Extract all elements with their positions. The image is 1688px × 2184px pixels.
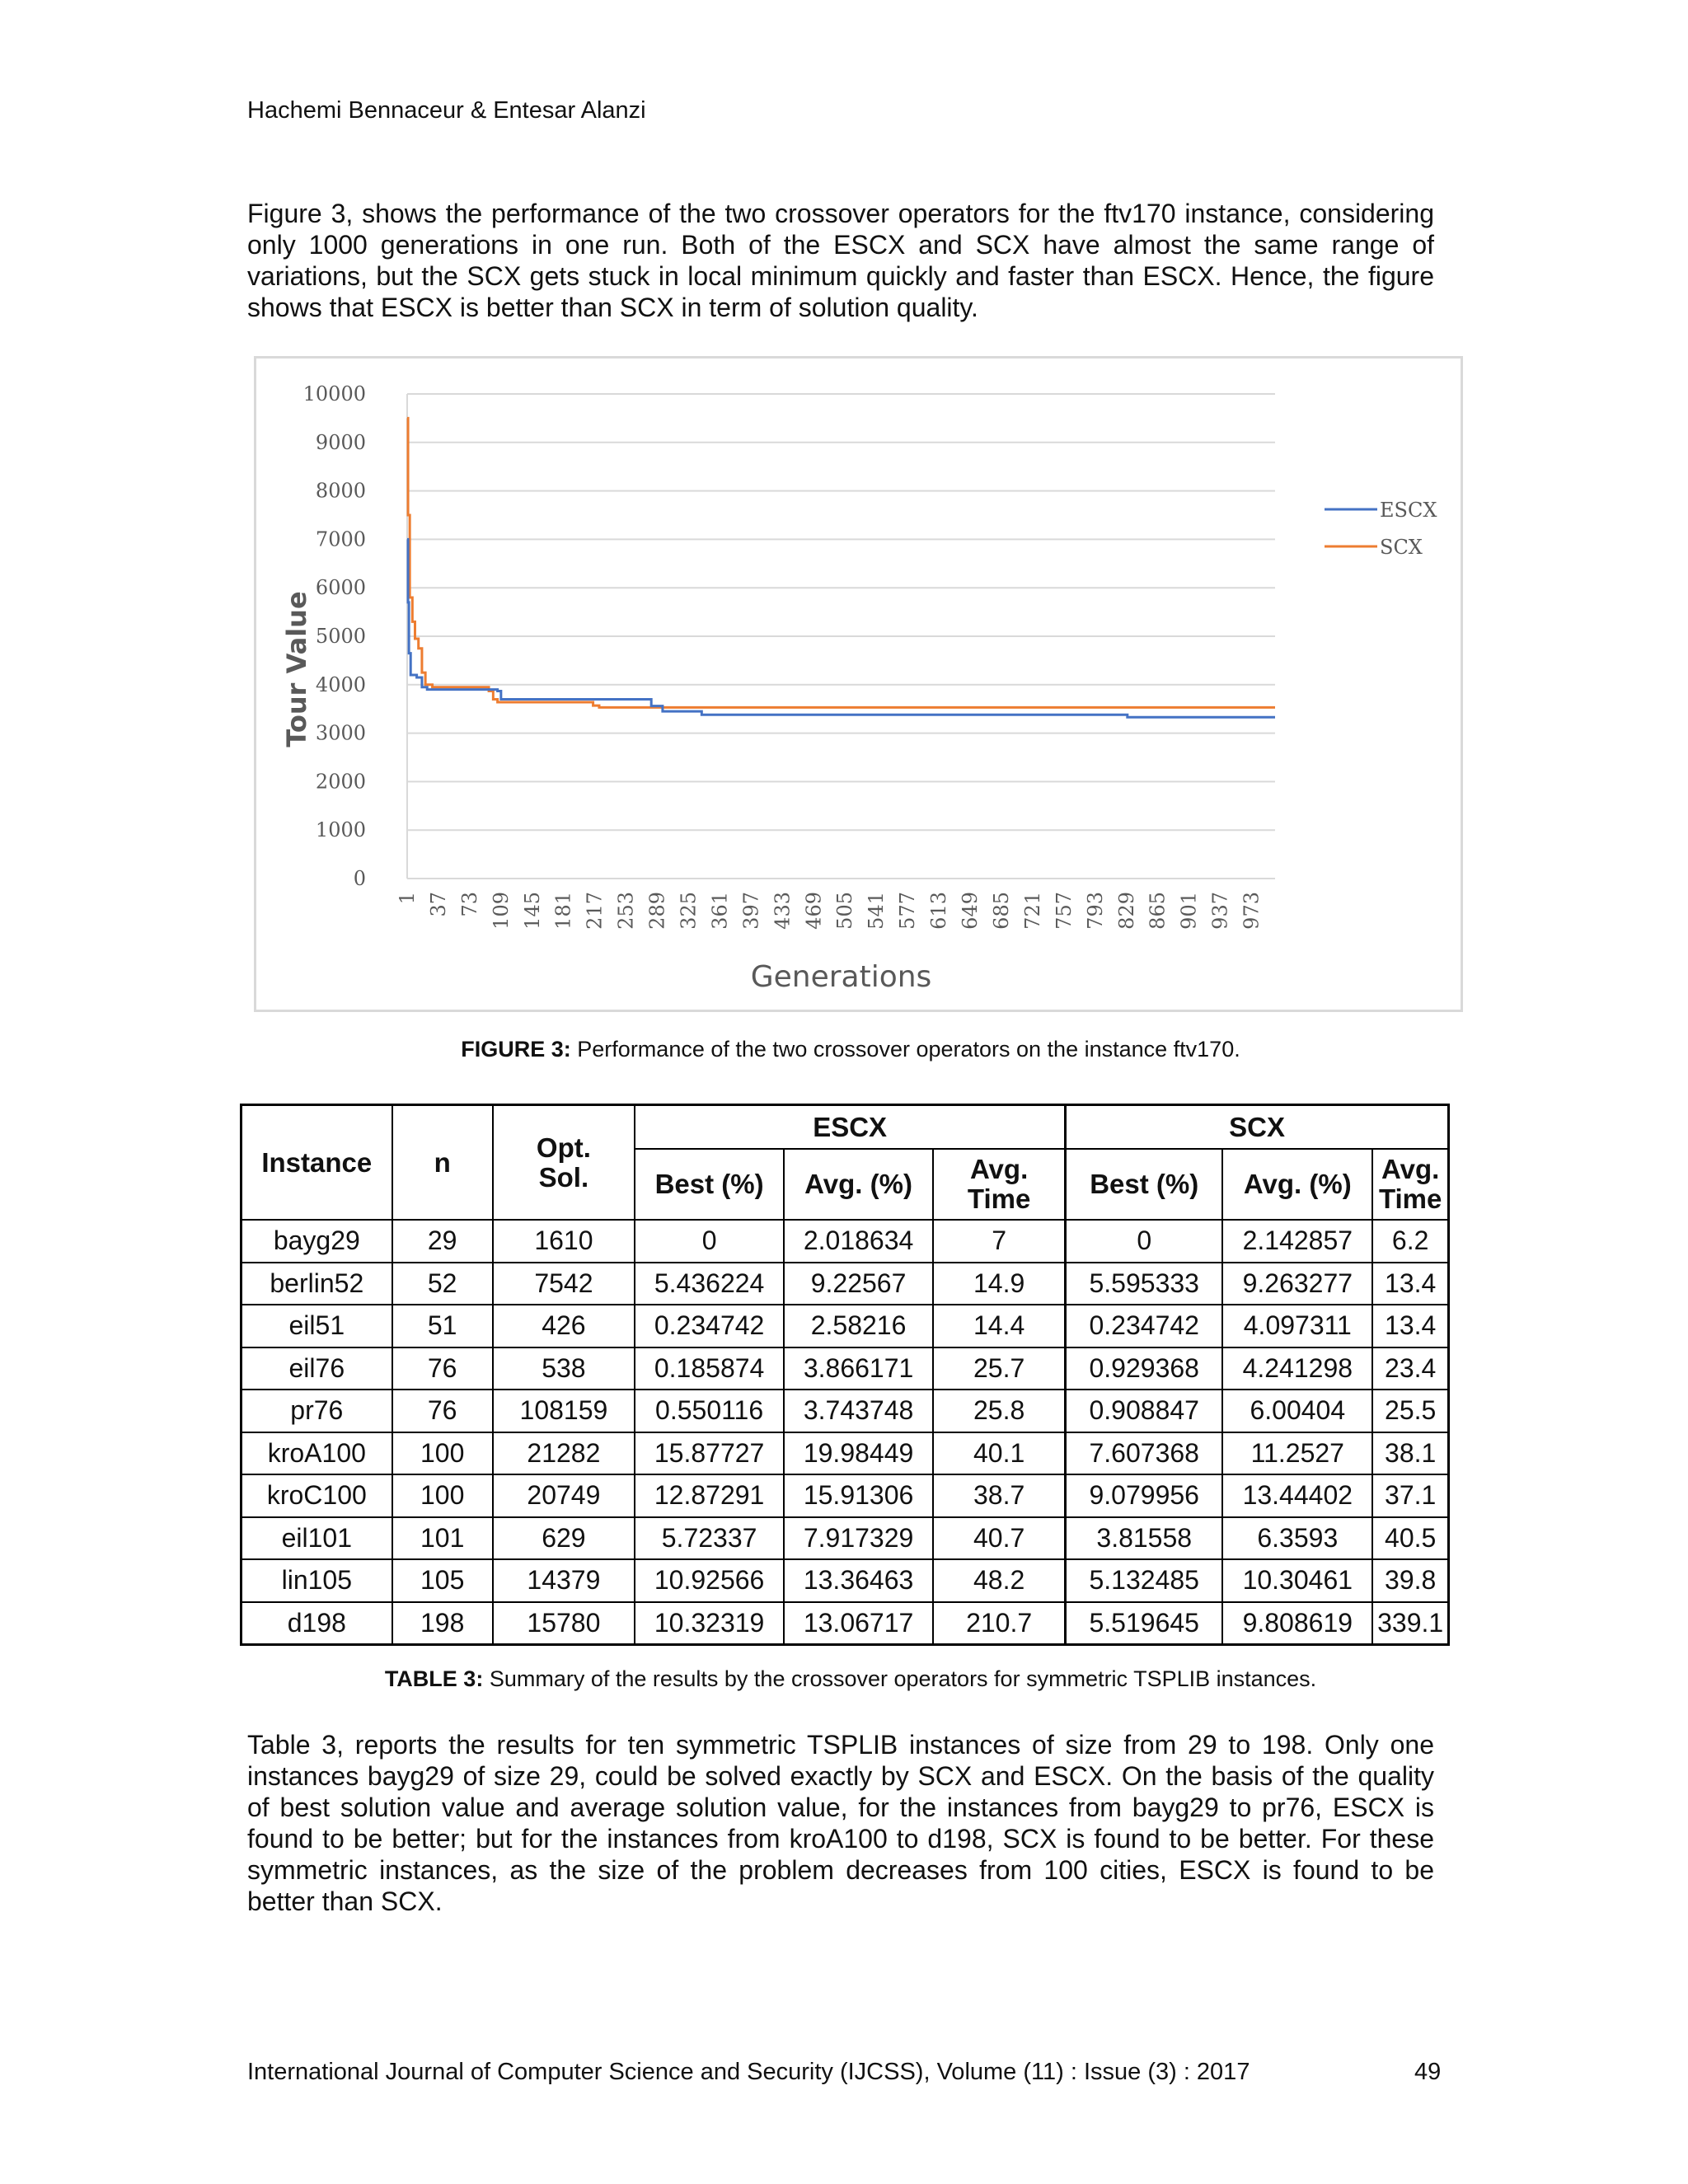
table-cell: 7542 (493, 1263, 635, 1305)
table-row (241, 1347, 1449, 1390)
x-tick-label: 433 (771, 892, 795, 930)
table-cell: 0 (635, 1220, 784, 1263)
legend-label-escx: ESCX (1380, 499, 1437, 522)
table-cell: 11.2527 (1222, 1432, 1372, 1475)
header-opt-sol: Opt. Sol. (493, 1105, 635, 1221)
table-row (241, 1517, 1449, 1560)
table-row (241, 1305, 1449, 1347)
table-cell: 4.097311 (1222, 1305, 1372, 1347)
table-cell: 25.7 (933, 1347, 1066, 1390)
x-tick-label: 361 (708, 892, 732, 930)
table-cell: 10.32319 (635, 1602, 784, 1645)
table-cell: 51 (392, 1305, 493, 1347)
figure-3-chart (254, 356, 1463, 1012)
table-cell: 3.81558 (1066, 1517, 1223, 1560)
x-tick-label: 505 (833, 892, 857, 930)
y-tick-label: 9000 (315, 430, 366, 454)
header-scx: SCX (1066, 1105, 1449, 1150)
table-cell: 21282 (493, 1432, 635, 1475)
table-caption (7, 1666, 1688, 1692)
table-row (241, 1220, 1449, 1263)
x-tick-label: 325 (677, 892, 701, 930)
table-cell: 101 (392, 1517, 493, 1560)
x-tick-label: 793 (1083, 892, 1107, 930)
table-cell: 538 (493, 1347, 635, 1390)
table-cell: 14379 (493, 1559, 635, 1602)
table-cell: 9.22567 (784, 1263, 933, 1305)
page-number: 49 (1414, 2059, 1442, 2085)
table-cell: 5.436224 (635, 1263, 784, 1305)
y-tick-label: 7000 (315, 527, 366, 551)
table-cell: 7 (933, 1220, 1066, 1263)
x-tick-label: 865 (1146, 892, 1170, 930)
table-cell: 0.550116 (635, 1390, 784, 1432)
table-cell: kroA100 (241, 1432, 392, 1475)
x-tick-label: 253 (614, 892, 638, 930)
y-tick-label: 5000 (315, 625, 366, 648)
table-cell: 426 (493, 1305, 635, 1347)
table-cell: 2.142857 (1222, 1220, 1372, 1263)
table-cell: 108159 (493, 1390, 635, 1432)
y-tick-label: 10000 (302, 382, 366, 405)
x-tick-label: 721 (1020, 892, 1044, 930)
table-cell: bayg29 (241, 1220, 392, 1263)
table-cell: 0.185874 (635, 1347, 784, 1390)
table-cell: 5.132485 (1066, 1559, 1223, 1602)
table-cell: 13.4 (1372, 1263, 1448, 1305)
table-cell: 100 (392, 1432, 493, 1475)
footer-journal: International Journal of Computer Science and Security (IJCSS), Volume (11) : Issue (3) : 2017 (247, 2059, 1250, 2085)
table-cell: 40.7 (933, 1517, 1066, 1560)
y-tick-label: 3000 (315, 721, 366, 745)
table-row (241, 1432, 1449, 1475)
table-cell: 2.018634 (784, 1220, 933, 1263)
table-cell: 6.2 (1372, 1220, 1448, 1263)
table-cell: 38.7 (933, 1474, 1066, 1517)
table-cell: 25.5 (1372, 1390, 1448, 1432)
figure-caption (7, 1037, 1688, 1062)
figure-caption-label: FIGURE 3: (461, 1037, 571, 1062)
x-tick-label: 973 (1240, 892, 1264, 930)
table-row (241, 1474, 1449, 1517)
table-cell: 10.92566 (635, 1559, 784, 1602)
table-cell: eil76 (241, 1347, 392, 1390)
figure-caption-text: Performance of the two crossover operators on the instance ftv170. (570, 1037, 1240, 1062)
x-tick-label: 397 (739, 892, 763, 930)
table-cell: 13.36463 (784, 1559, 933, 1602)
table-cell: 629 (493, 1517, 635, 1560)
table-cell: 7.917329 (784, 1517, 933, 1560)
table-cell: 5.72337 (635, 1517, 784, 1560)
table-cell: 38.1 (1372, 1432, 1448, 1475)
x-tick-label: 37 (426, 892, 450, 917)
table-cell: 3.743748 (784, 1390, 933, 1432)
table-cell: 37.1 (1372, 1474, 1448, 1517)
line-chart (256, 359, 1461, 1010)
table-cell: 15.91306 (784, 1474, 933, 1517)
table-cell: 5.595333 (1066, 1263, 1223, 1305)
table-cell: 25.8 (933, 1390, 1066, 1432)
x-tick-label: 109 (489, 892, 513, 930)
table-cell: 0.929368 (1066, 1347, 1223, 1390)
x-tick-label: 829 (1114, 892, 1138, 930)
table-cell: 0 (1066, 1220, 1223, 1263)
table-cell: 12.87291 (635, 1474, 784, 1517)
table-row (241, 1263, 1449, 1305)
table-cell: 100 (392, 1474, 493, 1517)
header-escx-best: Best (%) (635, 1149, 784, 1220)
table-cell: 20749 (493, 1474, 635, 1517)
table-cell: 23.4 (1372, 1347, 1448, 1390)
results-table (240, 1104, 1450, 1646)
table-cell: 76 (392, 1347, 493, 1390)
table-caption-label: TABLE 3: (384, 1666, 484, 1691)
table-cell: pr76 (241, 1390, 392, 1432)
table-cell: 76 (392, 1390, 493, 1432)
paragraph-discussion: Table 3, reports the results for ten symmetric TSPLIB instances of size from 29 to 198. Only one instances bayg29 of size 29, could be solved exactly by SCX and ESCX. On the basis of the quality of best solution value and average solution value, for the instances from bayg29 to pr76, ESCX is found to be better; but for the instances from kroA100 to d198, SCX is found to be better. For these symmetric instances, as the size of the problem decreases from 100 cities, ESCX is found to be better than SCX. (247, 1730, 1434, 1916)
x-tick-label: 181 (551, 892, 575, 930)
table-cell: 9.263277 (1222, 1263, 1372, 1305)
y-tick-label: 4000 (315, 673, 366, 696)
table-cell: 14.4 (933, 1305, 1066, 1347)
x-tick-label: 613 (927, 892, 951, 930)
table-cell: 9.808619 (1222, 1602, 1372, 1645)
table-row (241, 1602, 1449, 1645)
table-cell: d198 (241, 1602, 392, 1645)
x-tick-label: 541 (865, 892, 889, 930)
x-tick-label: 649 (959, 892, 982, 930)
x-tick-label: 469 (802, 892, 826, 930)
table-cell: 4.241298 (1222, 1347, 1372, 1390)
x-tick-label: 685 (989, 892, 1013, 930)
table-cell: 15.87727 (635, 1432, 784, 1475)
header-escx-time: Avg. Time (933, 1149, 1066, 1220)
table-cell: kroC100 (241, 1474, 392, 1517)
x-axis-title: Generations (750, 960, 932, 994)
table-cell: 14.9 (933, 1263, 1066, 1305)
table-cell: 5.519645 (1066, 1602, 1223, 1645)
table-cell: 40.1 (933, 1432, 1066, 1475)
y-tick-label: 0 (353, 867, 366, 890)
header-instance: Instance (241, 1105, 392, 1221)
table-cell: 0.908847 (1066, 1390, 1223, 1432)
y-axis-title: Tour Value (281, 591, 312, 748)
table-cell: 0.234742 (635, 1305, 784, 1347)
x-tick-label: 901 (1177, 892, 1201, 930)
table-cell: 1610 (493, 1220, 635, 1263)
table-cell: 7.607368 (1066, 1432, 1223, 1475)
legend-label-scx: SCX (1380, 536, 1423, 559)
table-cell: 15780 (493, 1602, 635, 1645)
x-tick-label: 145 (520, 892, 544, 930)
y-tick-label: 1000 (315, 818, 366, 842)
table-cell: eil101 (241, 1517, 392, 1560)
header-scx-avg: Avg. (%) (1222, 1149, 1372, 1220)
header-escx-avg: Avg. (%) (784, 1149, 933, 1220)
header-n: n (392, 1105, 493, 1221)
table-cell: 105 (392, 1559, 493, 1602)
table-cell: 0.234742 (1066, 1305, 1223, 1347)
running-head: Hachemi Bennaceur & Entesar Alanzi (247, 97, 646, 124)
paragraph-intro: Figure 3, shows the performance of the two crossover operators for the ftv170 instance, considering only 1000 generations in one run. Both of the ESCX and SCX have almost the same range of variations, but the SCX gets stuck in local minimum quickly and faster than ESCX. Hence, the figure shows that ESCX is better than SCX in term of solution quality. (247, 199, 1434, 322)
header-escx: ESCX (635, 1105, 1066, 1150)
table-cell: berlin52 (241, 1263, 392, 1305)
table-cell: 52 (392, 1263, 493, 1305)
table-cell: 39.8 (1372, 1559, 1448, 1602)
x-tick-label: 1 (396, 892, 419, 905)
x-tick-label: 289 (645, 892, 669, 930)
x-tick-label: 217 (583, 892, 607, 930)
table-cell: 48.2 (933, 1559, 1066, 1602)
table-cell: 19.98449 (784, 1432, 933, 1475)
table-row (241, 1559, 1449, 1602)
table-cell: 9.079956 (1066, 1474, 1223, 1517)
table-cell: 10.30461 (1222, 1559, 1372, 1602)
table-cell: 339.1 (1372, 1602, 1448, 1645)
table-cell: 13.44402 (1222, 1474, 1372, 1517)
y-tick-label: 2000 (315, 770, 366, 794)
header-scx-best: Best (%) (1066, 1149, 1223, 1220)
table-caption-text: Summary of the results by the crossover operators for symmetric TSPLIB instances. (483, 1666, 1317, 1691)
table-cell: 40.5 (1372, 1517, 1448, 1560)
table-cell: 198 (392, 1602, 493, 1645)
table-body (241, 1220, 1449, 1645)
y-tick-label: 6000 (315, 576, 366, 600)
series-line-scx (407, 418, 1275, 707)
table-row (241, 1390, 1449, 1432)
table-cell: 6.00404 (1222, 1390, 1372, 1432)
table-cell: 6.3593 (1222, 1517, 1372, 1560)
table-cell: 210.7 (933, 1602, 1066, 1645)
x-tick-label: 937 (1208, 892, 1232, 930)
x-tick-label: 73 (457, 892, 481, 917)
table-cell: 13.4 (1372, 1305, 1448, 1347)
x-tick-label: 577 (896, 892, 920, 930)
table-cell: eil51 (241, 1305, 392, 1347)
series-line-escx (407, 539, 1275, 717)
y-tick-label: 8000 (315, 479, 366, 503)
header-scx-time: Avg. Time (1372, 1149, 1448, 1220)
table-cell: 3.866171 (784, 1347, 933, 1390)
x-tick-label: 757 (1052, 892, 1076, 930)
table-cell: 2.58216 (784, 1305, 933, 1347)
table-cell: 29 (392, 1220, 493, 1263)
table-cell: 13.06717 (784, 1602, 933, 1645)
table-cell: lin105 (241, 1559, 392, 1602)
